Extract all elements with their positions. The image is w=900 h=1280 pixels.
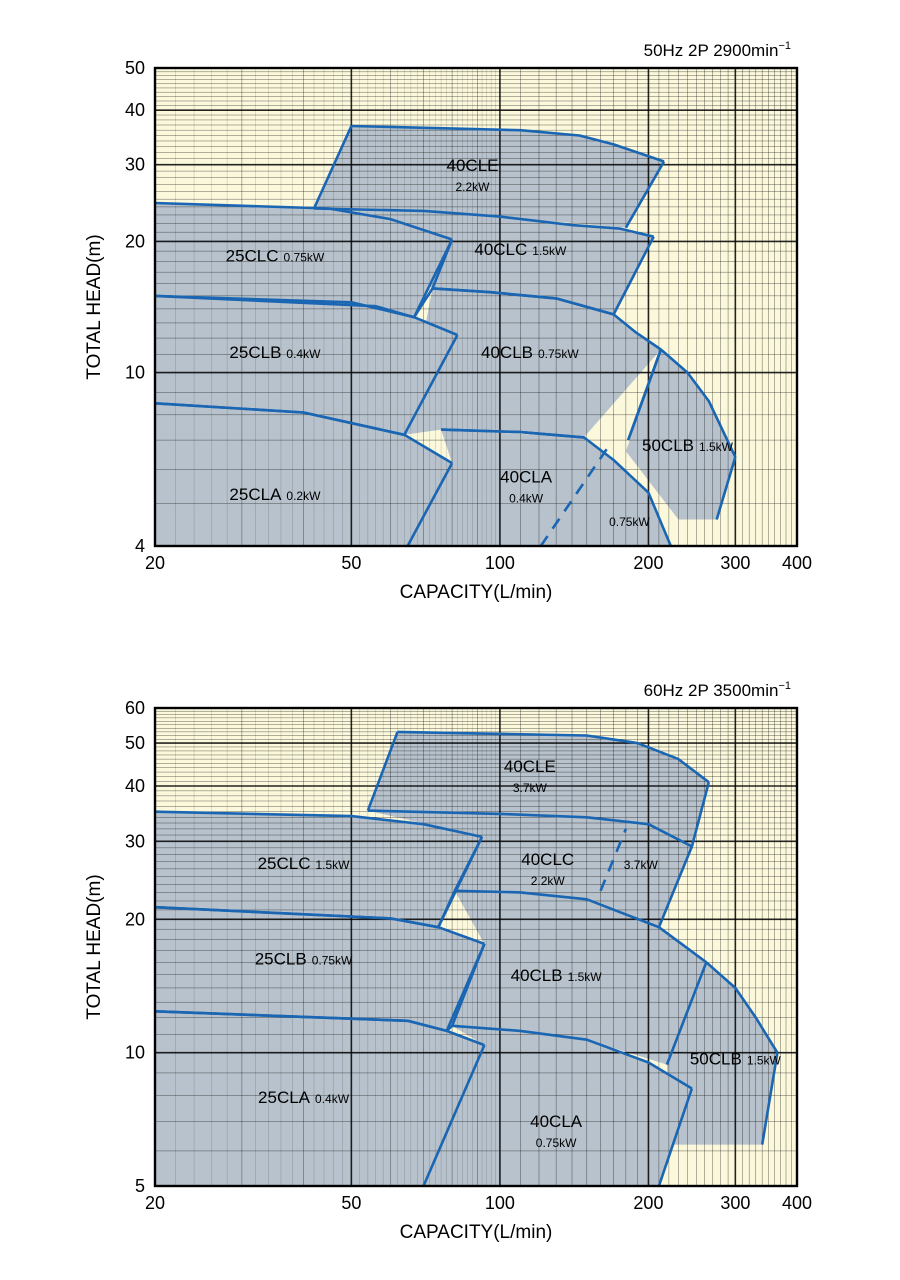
operating-condition: 50Hz 2P $2900\min^{-1}$ (643, 40, 791, 60)
x-axis-title: CAPACITY(L/min) (399, 582, 553, 603)
series-power: 2.2kW (530, 874, 565, 889)
series-power: 2.2kW (455, 180, 490, 195)
series-name: 40CLC (521, 850, 575, 870)
y-tick-label: 10 (124, 1042, 145, 1063)
series-power: 1.5kW (315, 857, 350, 872)
x-axis-title: CAPACITY(L/min) (399, 1222, 553, 1243)
operating-condition-sup: −1 (778, 40, 791, 52)
series-power: 0.75kW (538, 347, 579, 362)
x-tick-label: 400 (781, 1193, 813, 1213)
series-power: 1.5kW (699, 440, 734, 455)
series-label-40CLA (530, 1112, 583, 1150)
series-label-ext (609, 515, 650, 529)
series-name: 50CLB 1.5kW (642, 436, 734, 456)
series-name: 25CLA 0.2kW (229, 485, 321, 505)
y-axis-title: TOTAL HEAD(m) (84, 874, 105, 1020)
y-tick-label: 4 (134, 536, 145, 556)
y-tick-label: 40 (124, 775, 145, 796)
series-name: 25CLC 1.5kW (257, 853, 350, 873)
x-tick-label: 200 (633, 553, 664, 573)
y-tick-label: 40 (124, 100, 145, 121)
series-power: 0.75kW (535, 1135, 577, 1150)
x-tick-label: 20 (144, 1193, 166, 1213)
series-power: 3.7kW (623, 857, 658, 872)
performance-chart-60hz (0, 660, 900, 1280)
series-name: 25CLA 0.4kW (258, 1087, 350, 1107)
series-name: 40CLA (500, 467, 553, 487)
series-name: 40CLE (446, 156, 499, 176)
operating-condition-sup: −1 (778, 680, 791, 692)
x-tick-label: 300 (720, 553, 751, 573)
y-axis-title: TOTAL HEAD(m) (84, 234, 105, 380)
y-tick-label: 5 (134, 1176, 145, 1196)
x-tick-label: 200 (633, 1193, 664, 1213)
series-power: 0.2kW (286, 489, 321, 504)
series-power: 0.75kW (283, 250, 325, 265)
operating-condition: 60Hz 2P $3500\min^{-1}$ (643, 680, 791, 700)
y-tick-label: 20 (124, 909, 145, 930)
series-power: 0.4kW (509, 491, 544, 506)
series-name: 25CLB 0.4kW (229, 343, 321, 363)
series-power: 3.7kW (512, 781, 547, 796)
series-name: 40CLC 1.5kW (474, 240, 567, 260)
y-tick-label: 50 (124, 58, 145, 78)
y-tick-label: 20 (124, 231, 145, 252)
series-name: 40CLE (503, 757, 556, 777)
chart-canvas-60hz (0, 660, 900, 1280)
series-power: 0.75kW (311, 953, 353, 968)
y-tick-label: 30 (124, 154, 145, 175)
performance-chart-50hz (0, 20, 900, 640)
series-name: 25CLC 0.75kW (225, 246, 325, 266)
series-power: 1.5kW (746, 1053, 781, 1068)
series-name: 40CLA (530, 1111, 583, 1131)
series-power: 1.5kW (567, 970, 602, 985)
y-tick-label: 50 (124, 733, 145, 754)
x-tick-label: 20 (144, 553, 166, 573)
series-power: 0.75kW (609, 514, 650, 529)
x-tick-label: 50 (341, 553, 362, 573)
chart-canvas-50hz (0, 20, 900, 640)
series-power: 0.4kW (315, 1091, 350, 1106)
x-tick-label: 50 (341, 1193, 362, 1213)
series-name: 50CLB 1.5kW (689, 1049, 781, 1069)
series-name: 40CLB 0.75kW (481, 343, 579, 363)
series-label-ext (624, 858, 659, 872)
y-tick-label: 10 (124, 362, 145, 383)
y-tick-label: 30 (124, 831, 145, 852)
series-name: 25CLB 0.75kW (254, 949, 353, 969)
x-tick-label: 400 (781, 553, 813, 573)
x-tick-label: 100 (484, 553, 515, 573)
x-tick-label: 300 (720, 1193, 751, 1213)
x-tick-label: 100 (484, 1193, 515, 1213)
y-tick-label: 60 (124, 698, 145, 718)
series-power: 1.5kW (532, 244, 567, 259)
series-name: 40CLB 1.5kW (510, 966, 602, 986)
series-power: 0.4kW (286, 347, 321, 362)
